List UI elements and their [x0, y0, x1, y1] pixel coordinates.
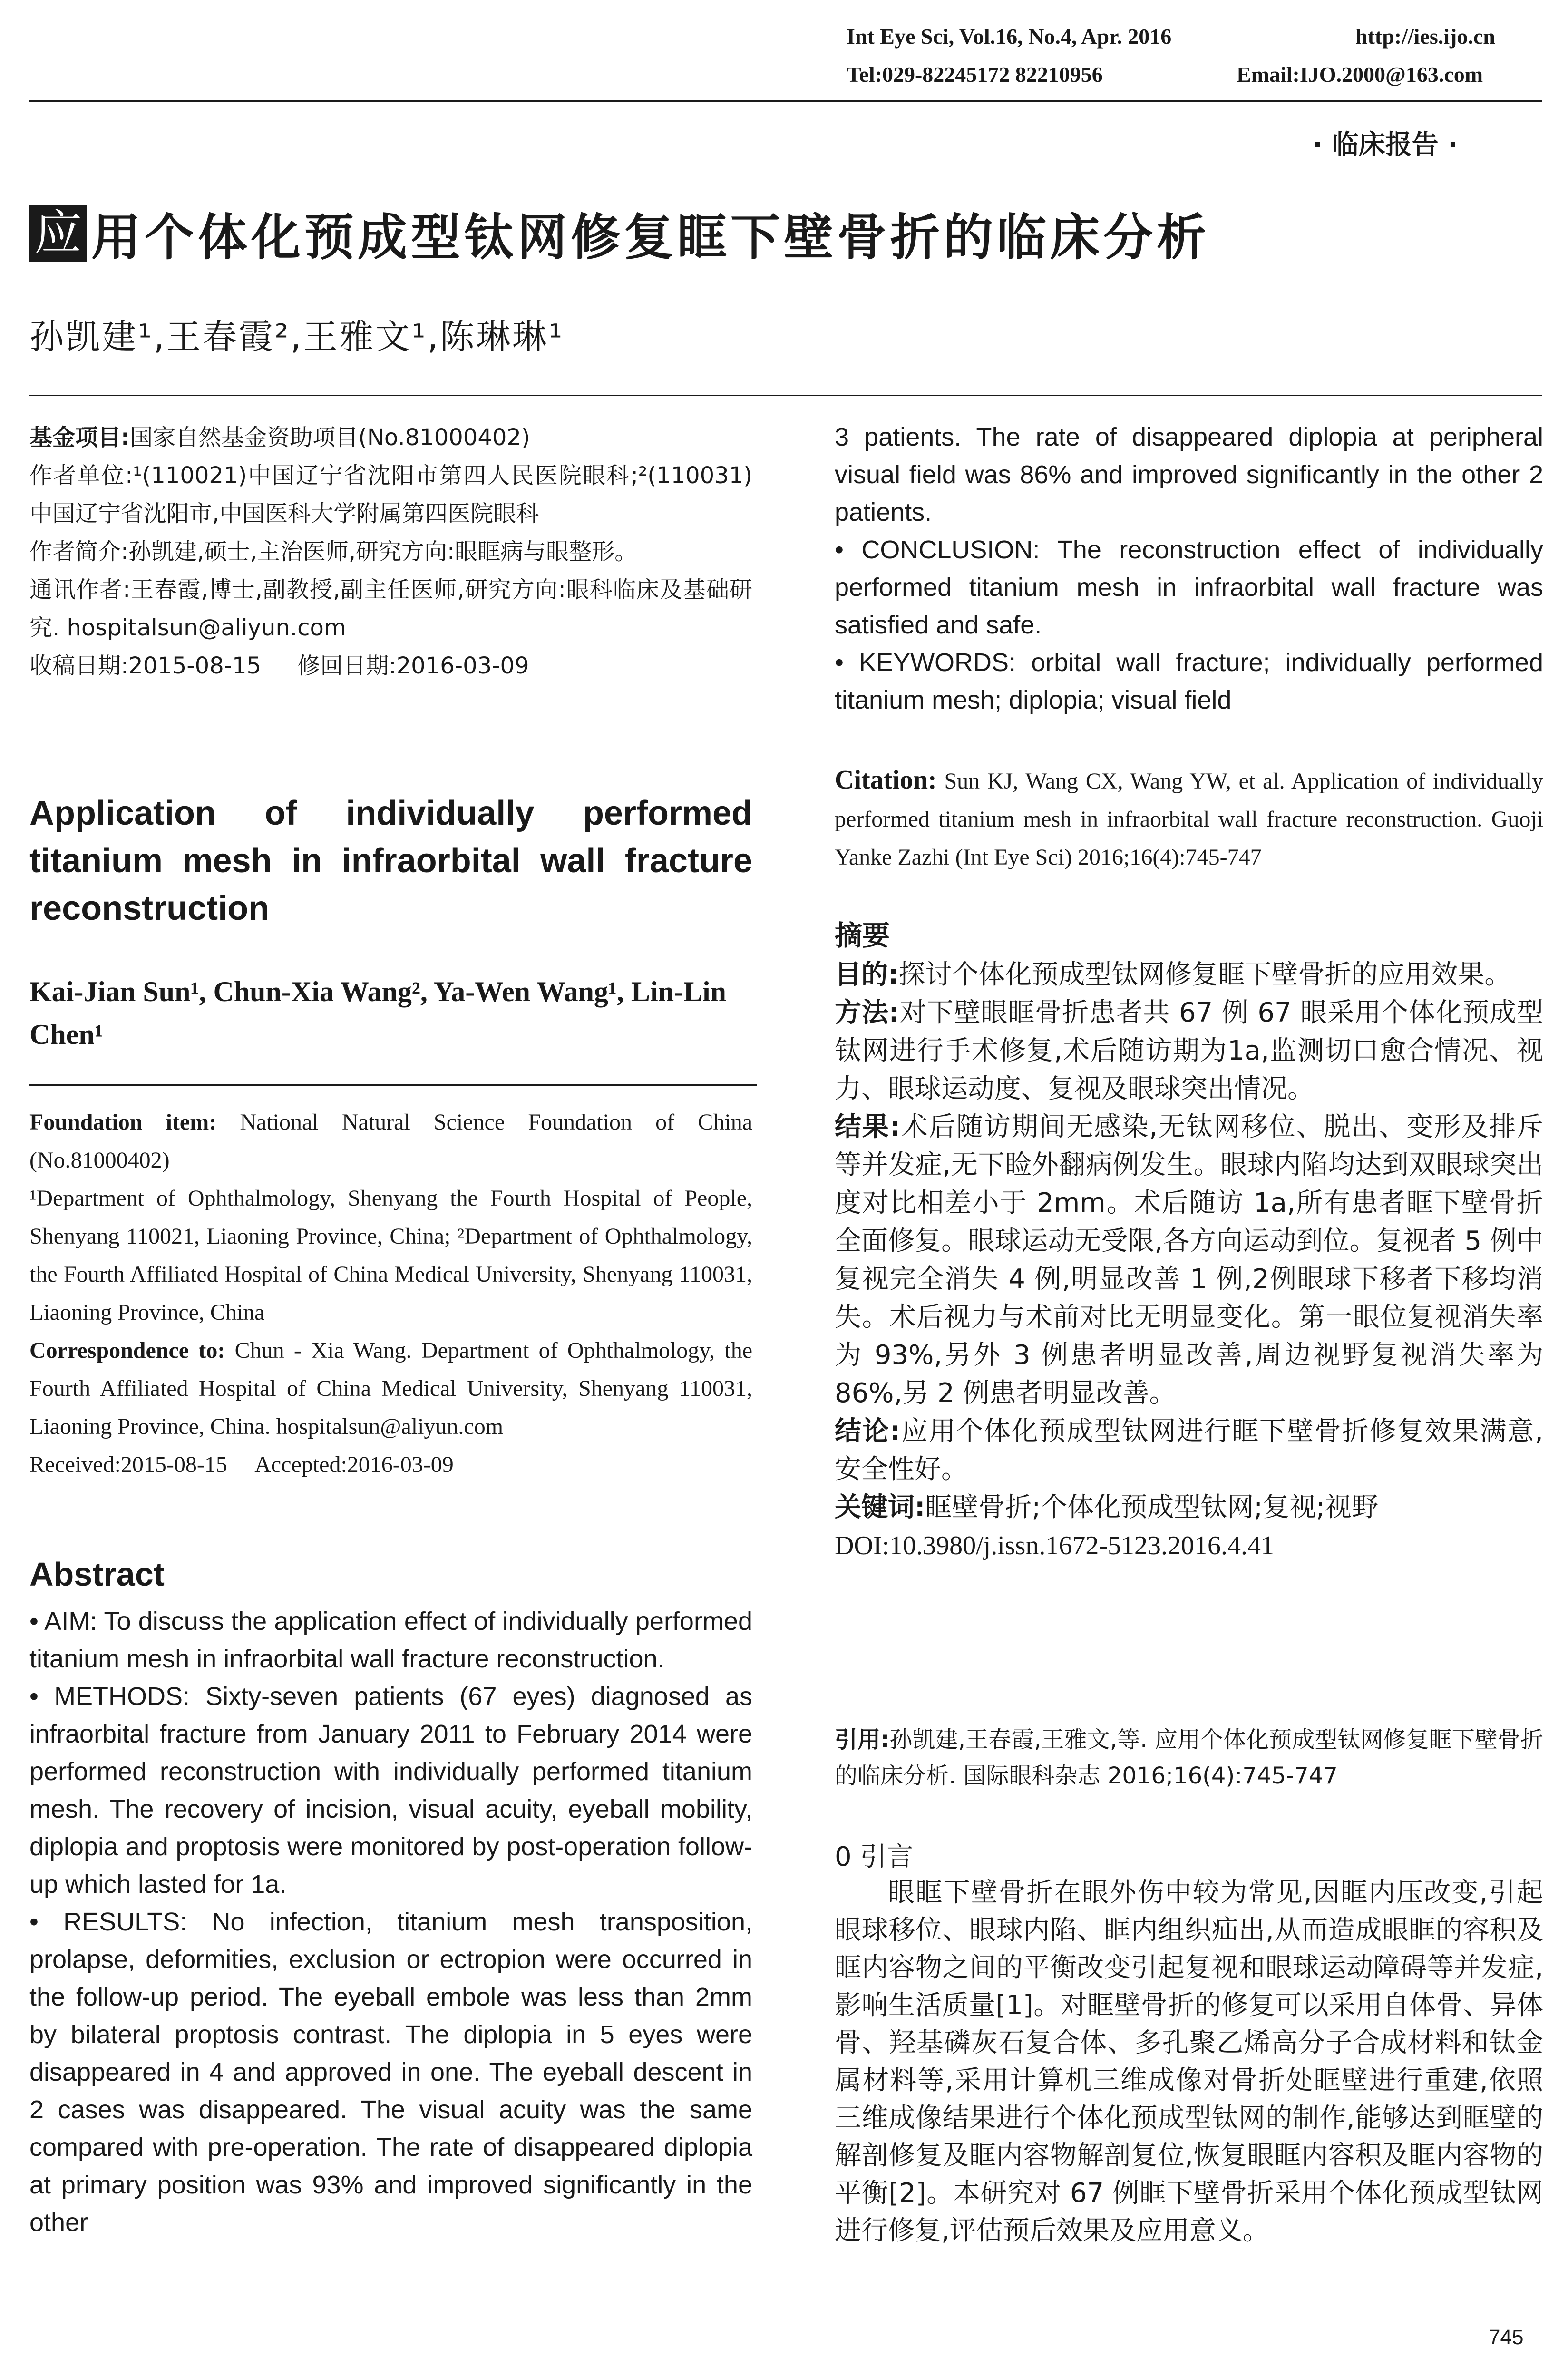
journal-info: Int Eye Sci, Vol.16, No.4, Apr. 2016 [847, 24, 1172, 49]
authors-en-rule [29, 1084, 757, 1086]
keywords-zh-label: 关键词: [835, 1492, 925, 1523]
authors-zh: 孙凯建¹,王春霞²,王雅文¹,陈琳琳¹ [29, 317, 565, 357]
intro-heading: 0 引言 [835, 1841, 914, 1872]
abstract-zh-block [835, 956, 1543, 1565]
authors-rule [29, 395, 1542, 396]
foundation-en-label: Foundation item: [29, 1110, 217, 1135]
title-zh [29, 200, 1210, 266]
aim-zh-text: 探讨个体化预成型钛网修复眶下壁骨折的应用效果。 [898, 959, 1511, 990]
journal-tel: Tel:029-82245172 82210956 [847, 62, 1103, 87]
citation-zh [835, 1722, 1543, 1794]
abstract-keywords: • KEYWORDS: orbital wall fracture; individually performed titanium mesh; diplopia; visual field [835, 648, 1543, 714]
title-en: Application of individually performed titanium mesh in infraorbital wall fracture reconstruction [29, 794, 752, 927]
affiliation-zh: 作者单位:¹(110021)中国辽宁省沈阳市第四人民医院眼科;²(110031)中国辽宁省沈阳市,中国医科大学附属第四医院眼科 [29, 462, 752, 527]
abstract-results: • RESULTS: No infection, titanium mesh transposition, prolapse, deformities, exclusion or ectropion were occurred in the follow-up period. The eyeball embole was less than 2mm by bilateral proptosis contrast. The diplopia in 5 eyes were disappeared in 4 and approved in one. The eyeball descent in 2 cases was disappeared. The visual acuity was the same compared with pre-operation. The rate of disappeared diplopia at primary position was 93% and improved significantly in the other [29, 1908, 752, 2237]
affiliation-en: ¹Department of Ophthalmology, Shenyang the Fourth Hospital of People, Shenyang 110021, Liaoning Province, China; ²Department of Ophthalmology, the Fourth Affiliated Hospital of China Medical University, Shenyang 110031, Liaoning Province, China [29, 1186, 752, 1325]
citation-zh-text: 孙凯建,王春霞,王雅文,等. 应用个体化预成型钛网修复眶下壁骨折的临床分析. 国际眼科杂志 2016;16(4):745-747 [835, 1726, 1543, 1789]
correspondence-zh: 通讯作者:王春霞,博士,副教授,副主任医师,研究方向:眼科临床及基础研究. hospitalsun@aliyun.com [29, 576, 752, 641]
citation-en [835, 761, 1543, 877]
foundation-zh-label: 基金项目: [29, 424, 130, 451]
conclusion-zh-text: 应用个体化预成型钛网进行眶下壁骨折修复效果满意,安全性好。 [835, 1416, 1543, 1485]
foundation-zh-text: 国家自然基金资助项目(No.81000402) [130, 424, 530, 451]
journal-url[interactable]: http://ies.ijo.cn [1355, 24, 1495, 49]
citation-zh-label: 引用: [835, 1726, 890, 1753]
conclusion-zh-label: 结论: [835, 1416, 901, 1447]
journal-email[interactable]: Email:IJO.2000@163.com [1237, 62, 1483, 87]
citation-en-label: Citation: [835, 765, 937, 795]
authors-en: Kai-Jian Sun¹, Chun-Xia Wang², Ya-Wen Wang¹, Lin-Lin Chen¹ [29, 976, 727, 1050]
received-en: Received:2015-08-15 Accepted:2016-03-09 [29, 1452, 454, 1477]
abstract-aim: • AIM: To discuss the application effect of individually performed titanium mesh in infraorbital wall fracture reconstruction. [29, 1607, 752, 1673]
results-zh-label: 结果: [835, 1111, 901, 1142]
intro-paragraph: 眼眶下壁骨折在眼外伤中较为常见,因眶内压改变,引起眼球移位、眼球内陷、眶内组织疝出,从而造成眼眶的容积及眶内容物之间的平衡改变引起复视和眼球运动障碍等并发症,影响生活质量[1]。对眶壁骨折的修复可以采用自体骨、异体骨、羟基磷灰石复合体、多孔聚乙烯高分子合成材料和钛金属材料等,采用计算机三维成像对骨折处眶壁进行重建,依照三维成像结果进行个体化预成型钛网的制作,能够达到眶壁的解剖修复及眶内容物解剖复位,恢复眼眶内容积及眶内容物的平衡[2]。本研究对 67 例眶下壁骨折采用个体化预成型钛网进行修复,评估预后效果及应用意义。 [835, 1877, 1543, 2246]
abstract-conclusion: • CONCLUSION: The reconstruction effect of individually performed titanium mesh in infraorbital wall fracture was satisfied and safe. [835, 536, 1543, 639]
title-initial-box: 应 [29, 205, 87, 262]
foundation-en-text: National Natural Science Foundation of China (No.81000402) [29, 1110, 752, 1173]
aim-zh-label: 目的: [835, 959, 899, 990]
methods-zh-label: 方法: [835, 997, 900, 1028]
dates-zh: 收稿日期:2015-08-15 修回日期:2016-03-09 [29, 653, 529, 679]
section-label: · 临床报告 · [1313, 129, 1458, 160]
abstract-en-right [835, 419, 1543, 719]
correspondence-en-label: Correspondence to: [29, 1338, 225, 1363]
title-zh-text: 用个体化预成型钛网修复眶下壁骨折的临床分析 [91, 208, 1210, 266]
correspondence-en-text: Chun - Xia Wang. Department of Ophthalmology, the Fourth Affiliated Hospital of China Medical University, Shenyang 110031, Liaoning Province, China. hospitalsun@aliyun.com [29, 1338, 753, 1439]
methods-zh-text: 对下壁眼眶骨折患者共 67 例 67 眼采用个体化预成型钛网进行手术修复,术后随访期为1a,监测切口愈合情况、视力、眼球运动度、复视及眼球突出情况。 [835, 997, 1543, 1104]
abstract-en-left [29, 1603, 752, 2241]
abstract-heading: Abstract [29, 1556, 165, 1593]
info-en-block [29, 1103, 752, 1484]
abstract-methods: • METHODS: Sixty-seven patients (67 eyes) diagnosed as infraorbital fracture from January 2011 to February 2014 were performed reconstruction with individually performed titanium mesh. The recovery of incision, visual acuity, eyeball mobility, diplopia and proptosis were monitored by post-operation follow-up which lasted for 1a. [29, 1682, 752, 1899]
keywords-zh-text: 眶壁骨折;个体化预成型钛网;复视;视野 [925, 1492, 1379, 1523]
abstract-results-cont: 3 patients. The rate of disappeared diplopia at peripheral visual field was 86% and improved significantly in the other 2 patients. [835, 423, 1543, 526]
doi[interactable]: DOI:10.3980/j.issn.1672-5123.2016.4.41 [835, 1531, 1274, 1560]
info-zh-block [29, 419, 752, 685]
results-zh-text: 术后随访期间无感染,无钛网移位、脱出、变形及排斥等并发症,无下睑外翻病例发生。眼球内陷均达到双眼球突出度对比相差小于 2mm。术后随访 1a,所有患者眶下壁骨折全面修复。眼球运动无受限,各方向运动到位。复视者 5 例中复视完全消失 4 例,明显改善 1 例,2例眼球下移者下移均消失。术后视力与术前对比无明显变化。第一眼位复视消失率为 93%,另外 3 例患者明显改善,周边视野复视消失率为 86%,另 2 例患者明显改善。 [835, 1111, 1543, 1409]
author-intro-zh: 作者简介:孙凯建,硕士,主治医师,研究方向:眼眶病与眼整形。 [29, 538, 638, 565]
abstract-zh-heading: 摘要 [835, 919, 890, 952]
header-rule [29, 100, 1542, 102]
page-number: 745 [1489, 2326, 1524, 2349]
citation-en-text: Sun KJ, Wang CX, Wang YW, et al. Application of individually performed titanium mesh in infraorbital wall fracture reconstruction. Guoji Yanke Zazhi (Int Eye Sci) 2016;16(4):745-747 [835, 769, 1544, 870]
